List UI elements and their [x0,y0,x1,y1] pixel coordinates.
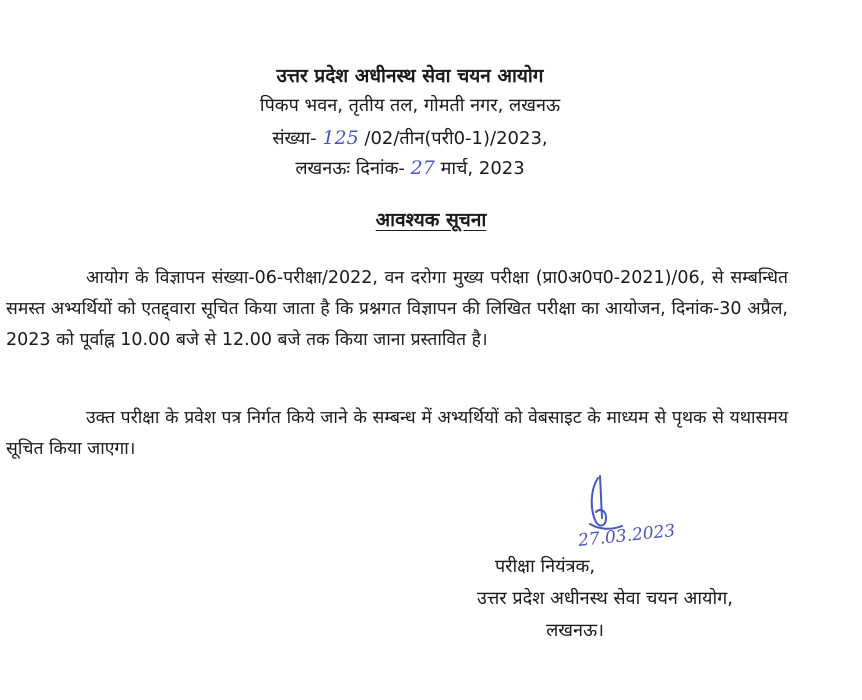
date-line [200,156,620,180]
notice-paragraph-1: आयोग के विज्ञापन संख्या-06-परीक्षा/2022, वन दरोगा मुख्य परीक्षा (प्रा0अ0प0-2021)/06, से सम्बन्धित समस्त अभ्यर्थियों को एतद्द्वारा सूचित किया जाता है कि प्रश्नगत विज्ञापन की लिखित परीक्षा का आयोजन, दिनांक-30 अप्रैल, 2023 को पूर्वाह्न 10.00 बजे से 12.00 बजे तक किया जाना प्रस्तावित है। [6,267,788,350]
reference-line [200,126,620,150]
reference-number-handwritten: 125 [322,127,359,149]
signatory-designation: परीक्षा नियंत्रक, [494,556,596,577]
reference-suffix: /02/तीन(परी0-1)/2023, [364,128,548,149]
notice-heading-text: आवश्यक सूचना [375,209,487,231]
reference-prefix: संख्या- [272,128,317,149]
notice-heading [0,206,862,232]
signatory-city: लखनऊ। [546,620,604,641]
date-suffix: मार्च, 2023 [440,158,525,179]
date-prefix: लखनऊः दिनांक- [295,158,405,179]
date-day-handwritten: 27 [410,157,435,179]
org-address: पिकप भवन, तृतीय तल, गोमती नगर, लखनऊ [259,95,561,116]
org-title: उत्तर प्रदेश अधीनस्थ सेवा चयन आयोग [276,65,544,87]
signature-date-handwritten: 27.03.2023 [577,520,677,552]
notice-paragraph-2: उक्त परीक्षा के प्रवेश पत्र निर्गत किये जाने के सम्बन्ध में अभ्यर्थियों को वेबसाइट के माध्यम से पृथक से यथासमय सूचित किया जाएगा। [6,407,788,459]
signatory-organization: उत्तर प्रदेश अधीनस्थ सेवा चयन आयोग, [477,588,733,609]
